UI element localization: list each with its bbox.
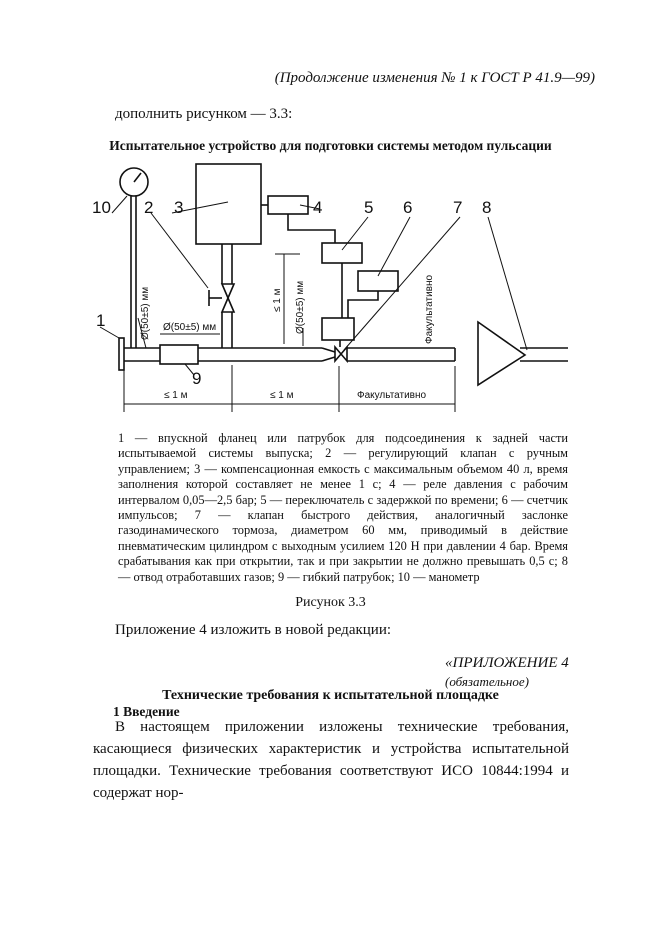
compensation-vessel	[196, 164, 261, 244]
pneumatic-cylinder	[322, 318, 354, 340]
page-header: (Продолжение изменения № 1 к ГОСТ Р 41.9—99)	[274, 70, 595, 86]
dim-diameter-right: Ø(50±5) мм	[295, 280, 306, 334]
exhaust-outlet	[478, 322, 525, 385]
body-paragraph: В настоящем приложении изложены технические требования, касающиеся физических характеристик и устройства испытательной площадки. Технические требования соответствуют ИСО 10844:1994 и содержат нор-	[93, 719, 569, 801]
dim-length-b: ≤ 1 м	[270, 390, 294, 401]
label-8: 8	[482, 198, 492, 217]
body-text	[93, 716, 569, 804]
figure-legend	[118, 431, 568, 585]
appendix-instruction: Приложение 4 изложить в новой редакции:	[115, 622, 392, 638]
optional-vertical: Факультативно	[424, 274, 435, 344]
pulse-counter	[358, 271, 398, 291]
section-title: Технические требования к испытательной площадке	[162, 688, 499, 703]
label-2: 2	[144, 198, 154, 217]
label-5: 5	[364, 198, 374, 217]
label-7: 7	[453, 198, 463, 217]
label-10: 10	[92, 198, 111, 217]
figure-title: Испытательное устройство для подготовки системы методом пульсации	[109, 138, 552, 153]
appendix-title: «ПРИЛОЖЕНИЕ 4	[445, 655, 569, 671]
inlet-flange	[119, 338, 124, 370]
subsection-heading: 1 Введение	[113, 704, 180, 719]
dim-height: ≤ 1 м	[272, 288, 283, 312]
dim-diameter-horizontal: Ø(50±5) мм	[163, 322, 217, 333]
flexible-hose	[160, 345, 198, 364]
dim-diameter-left: Ø(50±5) мм	[140, 286, 151, 340]
intro-line: дополнить рисунком — 3.3:	[115, 106, 293, 122]
test-device-diagram	[0, 160, 661, 430]
control-valve	[222, 284, 234, 312]
label-6: 6	[403, 198, 413, 217]
label-1: 1	[96, 311, 106, 330]
label-3: 3	[174, 198, 184, 217]
dim-length-a: ≤ 1 м	[164, 390, 188, 401]
figure-caption: Рисунок 3.3	[295, 595, 366, 610]
label-4: 4	[313, 198, 323, 217]
label-9: 9	[192, 369, 202, 388]
optional-horizontal: Факультативно	[357, 390, 427, 401]
time-switch	[322, 243, 362, 263]
legend-text: 1 — впускной фланец или патрубок для подсоединения к задней части испытываемой системы выпуска; 2 — регулирующий клапан с ручным управлением; 3 — компенсационная емкость с максимальным объемом 40 л, время заполнения которой составляет не менее 1 с; 4 — реле давления с рабочим интервалом 0,05—2,5 бар; 5 — переключатель с задержкой по времени; 6 — счетчик импульсов; 7 — клапан быстрого действия, аналогичный заслонке газодинамического тормоза, диаметром 60 мм, приводимый в действие пневматическим цилиндром с выходным усилием 120 Н при давлении 4 бар. Время срабатывания как при открытии, так и при закрытии не должно превышать 0,5 с; 8 — отвод отработавших газов; 9 — гибкий патрубок; 10 — манометр	[118, 431, 568, 584]
appendix-note: (обязательное)	[445, 674, 529, 689]
